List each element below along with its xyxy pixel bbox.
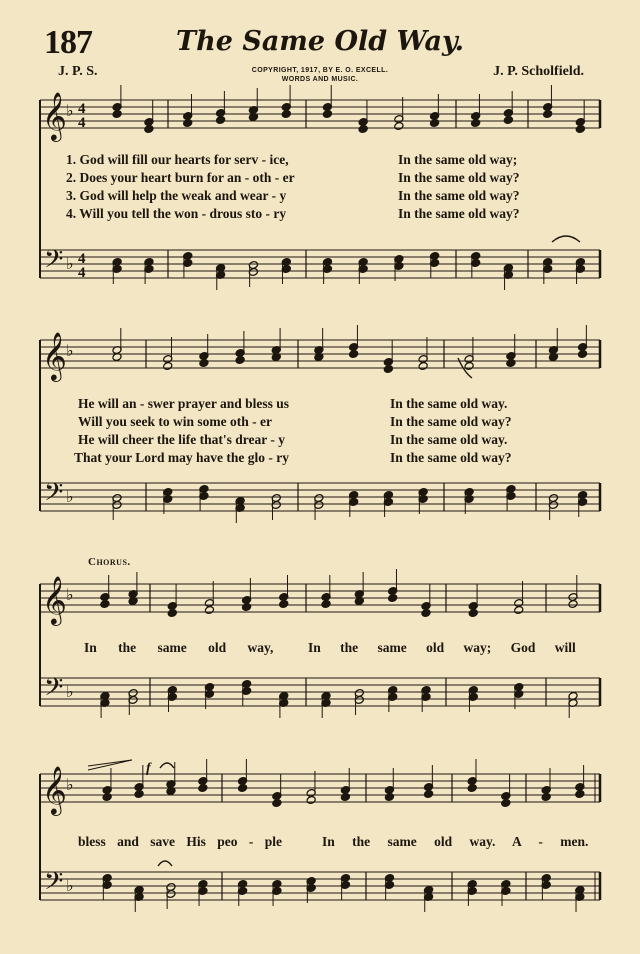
note-head: [468, 609, 478, 618]
note-head: [238, 784, 248, 793]
treble-clef-icon: 𝄞: [42, 331, 67, 380]
verse-line: [0, 432, 640, 449]
chorus-text: In the same old way; God will: [308, 640, 576, 655]
fermata-icon: [158, 861, 172, 866]
note-head: [501, 799, 511, 808]
verse-refrain: In the same old way?: [398, 206, 520, 221]
verse-line: [0, 414, 640, 431]
note-head: [424, 790, 434, 799]
flat-icon: ♭: [66, 341, 74, 360]
note-head: [144, 125, 154, 134]
flat-icon: ♭: [66, 487, 74, 506]
verse-text: 4. Will you tell the won - drous sto - ry: [66, 206, 287, 221]
slur-icon: [552, 236, 580, 242]
note-head: [198, 784, 208, 793]
forte-marking: f: [146, 761, 151, 776]
note-head: [543, 110, 553, 119]
flat-icon: ♭: [66, 254, 74, 273]
time-signature: 4: [78, 251, 86, 267]
hymn-title: The Same Old Way.: [176, 26, 464, 57]
note-head: [506, 359, 516, 368]
note-head: [421, 609, 431, 618]
note-head: [514, 606, 524, 615]
treble-clef-icon: 𝄞: [42, 91, 67, 140]
note-head: [183, 119, 193, 128]
treble-clef-icon: 𝄞: [42, 765, 67, 814]
verse-line: [0, 396, 640, 413]
copyright-line: WORDS AND MUSIC.: [281, 76, 359, 83]
verse-line: [0, 188, 640, 205]
note-head: [568, 600, 578, 609]
time-signature: 4: [78, 265, 86, 281]
note-head: [242, 603, 252, 612]
bass-clef-icon: 𝄢: [44, 245, 64, 280]
flat-icon: ♭: [66, 585, 74, 604]
words-author: J. P. S.: [58, 64, 98, 79]
note-head: [464, 362, 474, 371]
bass-clef-icon: 𝄢: [44, 867, 64, 902]
note-head: [418, 362, 428, 371]
note-head: [541, 793, 551, 802]
note-head: [321, 600, 331, 609]
crescendo-icon: [88, 760, 132, 770]
verse-refrain: In the same old way;: [398, 152, 518, 167]
flat-icon: ♭: [66, 101, 74, 120]
verse-refrain: In the same old way?: [390, 414, 512, 429]
note-head: [235, 356, 245, 365]
note-head: [503, 116, 513, 125]
bass-clef-icon: 𝄢: [44, 478, 64, 513]
bass-clef-icon: 𝄢: [44, 673, 64, 708]
note-head: [167, 609, 177, 618]
note-head: [358, 125, 368, 134]
note-head: [281, 110, 291, 119]
chorus-text: bless and save His peo - ple: [78, 834, 283, 849]
time-signature: 4: [78, 101, 86, 117]
verse-refrain: In the same old way.: [390, 396, 508, 411]
note-head: [384, 793, 394, 802]
chorus-line: [0, 834, 640, 851]
note-head: [349, 350, 359, 359]
chorus-line: [0, 640, 640, 657]
verse-refrain: In the same old way?: [398, 188, 520, 203]
chorus-text: In the same old way. A - men.: [322, 834, 589, 849]
note-head: [306, 796, 316, 805]
note-head: [134, 790, 144, 799]
note-head: [199, 359, 209, 368]
verse-text: That your Lord may have the glo - ry: [74, 450, 289, 465]
flat-icon: ♭: [66, 775, 74, 794]
treble-clef-icon: 𝄞: [42, 575, 67, 624]
note-head: [216, 116, 226, 125]
note-head: [112, 110, 122, 119]
chorus-label: Chorus.: [88, 556, 131, 568]
verse-line: [0, 170, 640, 187]
note-head: [102, 793, 112, 802]
verse-line: [0, 450, 640, 467]
music-author: J. P. Scholfield.: [493, 64, 584, 79]
note-head: [575, 125, 585, 134]
flat-icon: ♭: [66, 876, 74, 895]
note-head: [383, 365, 393, 374]
verse-text: 3. God will help the weak and wear - y: [66, 188, 287, 203]
copyright-line: COPYRIGHT, 1917, BY E. O. EXCELL.: [251, 67, 389, 74]
chorus-text: In the same old way,: [84, 640, 274, 655]
note-head: [430, 119, 440, 128]
verse-text: 2. Does your heart burn for an - oth - er: [66, 170, 295, 185]
note-head: [272, 799, 282, 808]
note-head: [467, 784, 477, 793]
note-head: [322, 110, 332, 119]
verse-text: 1. God will fill our hearts for serv - ice,: [66, 152, 289, 167]
note-head: [388, 594, 398, 603]
note-head: [204, 606, 214, 615]
flat-icon: ♭: [66, 682, 74, 701]
time-signature: 4: [78, 115, 86, 131]
verse-refrain: In the same old way?: [398, 170, 520, 185]
note-head: [163, 362, 173, 371]
note-head: [340, 793, 350, 802]
verse-text: Will you seek to win some oth - er: [78, 414, 272, 429]
verse-text: He will an - swer prayer and bless us: [78, 396, 290, 411]
note-head: [100, 600, 110, 609]
note-head: [471, 119, 481, 128]
fermata-icon: [160, 763, 174, 768]
verse-line: [0, 206, 640, 223]
note-head: [575, 790, 585, 799]
verse-line: [0, 152, 640, 169]
hymn-number: 187: [44, 24, 92, 61]
note-head: [578, 350, 588, 359]
verse-text: He will cheer the life that's drear - y: [78, 432, 285, 447]
verse-refrain: In the same old way?: [390, 450, 512, 465]
note-head: [394, 122, 404, 131]
verse-refrain: In the same old way.: [390, 432, 508, 447]
note-head: [279, 600, 289, 609]
